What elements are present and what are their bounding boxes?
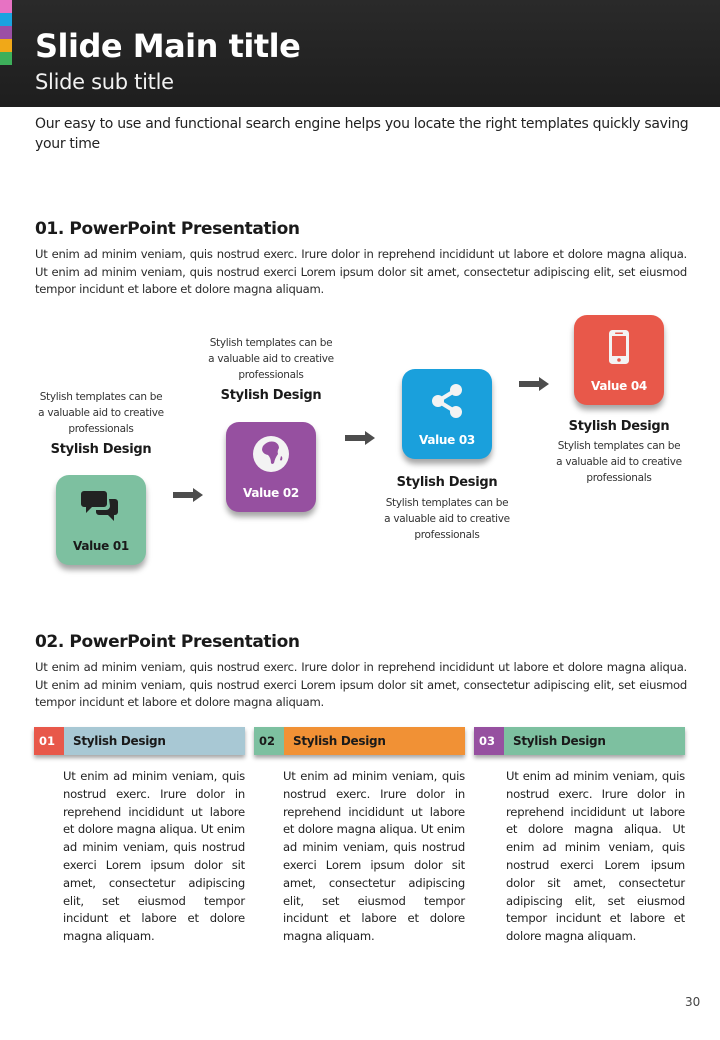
column2-title: Stylish Design (284, 727, 465, 755)
step1-caption: Stylish templates can be a valuable aid to creative professionals (38, 391, 164, 435)
section2-body: Ut enim ad minim veniam, quis nostrud exerc. Irure dolor in reprehend incididunt ut labore et dolore magna aliqua. Ut enim ad minim veniam, quis nostrud exerci Lorem ipsum dolor sit amet, consectetur adipiscing elit, set eiusmod tempor incidunt et labore et dolore magna aliquam. (35, 660, 687, 709)
arrow-right-icon (173, 488, 203, 502)
step4-value-label: Value 04 (590, 379, 647, 393)
step1-tile (56, 475, 146, 565)
step1-title: Stylish Design (50, 442, 152, 457)
step4-title: Stylish Design (568, 419, 670, 434)
column2-label (254, 727, 465, 755)
column3-body: Ut enim ad minim veniam, quis nostrud exerc. Irure dolor in reprehend incididunt ut labore et dolore magna aliqua. Ut enim ad minim veniam, quis nostrud exerci Lorem ipsum dolor sit amet, consectetur adipiscing elit, set eiusmod tempor incidunt et labore et dolore magna aliquam. (506, 769, 685, 944)
color-swatch-purple (0, 26, 12, 39)
color-swatch-orange (0, 39, 12, 52)
color-swatch-blue (0, 13, 12, 26)
step2-caption: Stylish templates can be a valuable aid to creative professionals (208, 337, 334, 381)
section1-title: 01. PowerPoint Presentation (35, 219, 300, 239)
page-number: 30 (685, 995, 701, 1009)
step2-title: Stylish Design (220, 388, 322, 403)
slide-sub-title: Slide sub title (35, 70, 174, 94)
globe-icon (251, 434, 291, 474)
step1-value-label: Value 01 (72, 539, 129, 553)
step2-value-label: Value 02 (242, 486, 299, 500)
column3-label (474, 727, 685, 755)
step3-title: Stylish Design (396, 475, 498, 490)
color-swatch-green (0, 52, 12, 65)
step4-tile (574, 315, 664, 405)
color-swatch-pink (0, 0, 12, 13)
slide-main-title: Slide Main title (35, 27, 301, 65)
color-strip (0, 0, 12, 65)
column2-number: 02 (254, 727, 284, 755)
section1-body: Ut enim ad minim veniam, quis nostrud exerc. Irure dolor in reprehend incididunt ut labore et dolore magna aliqua. Ut enim ad minim veniam, quis nostrud exerci Lorem ipsum dolor sit amet, consectetur adipiscing elit, set eiusmod tempor incidunt et labore et dolore magna aliquam. (35, 247, 687, 296)
step4-caption: Stylish templates can be a valuable aid to creative professionals (556, 440, 682, 484)
smartphone-icon (599, 327, 639, 367)
column1-title: Stylish Design (64, 727, 245, 755)
section2-title: 02. PowerPoint Presentation (35, 632, 300, 652)
share-icon (427, 381, 467, 421)
step3-tile (402, 369, 492, 459)
step3-caption: Stylish templates can be a valuable aid to creative professionals (384, 497, 510, 541)
step2-tile (226, 422, 316, 512)
step3-value-label: Value 03 (418, 433, 475, 447)
column1-label (34, 727, 245, 755)
slide-header (0, 0, 720, 107)
column3-title: Stylish Design (504, 727, 685, 755)
arrow-right-icon (345, 431, 375, 445)
column1-number: 01 (34, 727, 64, 755)
column2-body: Ut enim ad minim veniam, quis nostrud exerc. Irure dolor in reprehend incididunt ut labore et dolore magna aliqua. Ut enim ad minim veniam, quis nostrud exerci Lorem ipsum dolor sit amet, consectetur adipiscing elit, set eiusmod tempor incidunt et labore et dolore magna aliquam. (283, 769, 465, 944)
intro-text: Our easy to use and functional search engine helps you locate the right templates quickly saving your time (35, 116, 689, 152)
column1-body: Ut enim ad minim veniam, quis nostrud exerc. Irure dolor in reprehend incididunt ut labore et dolore magna aliqua. Ut enim ad minim veniam, quis nostrud exerci Lorem ipsum dolor sit amet, consectetur adipiscing elit, set eiusmod tempor incidunt et labore et dolore magna aliquam. (63, 769, 245, 944)
column3-number: 03 (474, 727, 504, 755)
chat-bubbles-icon (81, 487, 121, 527)
arrow-right-icon (519, 377, 549, 391)
